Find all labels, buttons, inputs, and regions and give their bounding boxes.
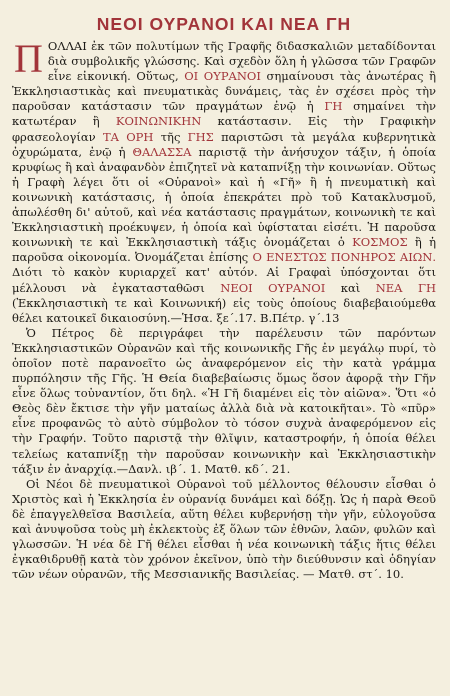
paragraph-3 <box>12 477 436 583</box>
emphasis-term: ΓΗΣ <box>187 129 214 144</box>
drop-cap: Π <box>14 36 43 81</box>
paragraph-1-text <box>12 36 437 325</box>
text-run: σημαίνει τὴν κατωτέραν ἢ <box>12 99 436 129</box>
text-run: κατάστασιν. Εἰς τὴν Γραφικὴν φρασεολογίαν <box>12 114 436 144</box>
emphasis-term: ΚΟΙΝΩΝΙΚΗΝ <box>115 114 202 129</box>
emphasis-term: Ο ΕΝΕΣΤΩΣ ΠΟΝΗΡΟΣ ΑΙΩΝ. <box>252 250 436 265</box>
paragraph-3-text <box>12 477 436 582</box>
emphasis-term: ΟΙ ΟΥΡΑΝΟΙ <box>184 69 261 84</box>
text-run: Ὁ Πέτρος δὲ περιγράφει τὴν παρέλευσιν τῶν παρόντων Ἐκκλησιαστικῶν Οὐρανῶν καὶ τῆς κοινωνικῆς Γῆς ἐν μεγάλῳ πυρί, τὸ ὁποῖον ποτὲ παρανοεῖτο ὡς ἀναφερόμενον εἰς τὴν κατὰ γράμμα πυρπόλησιν τῆς Γῆς. Ἡ Θεία διαβεβαίωσις ὅμως ὅσον ἀφορᾷ τὴν Γῆν εἶνε ὅλως τοὐναντίον, ὅτι δηλ. «Ἡ Γῆ διαμένει εἰς τὸν αἰῶνα». Ὅτι «ὁ Θεὸς δὲν ἔκτισε τὴν γῆν ματαίως ἀλλὰ διὰ νὰ κατοικῆται». Τὸ «πῦρ» εἶνε προφανῶς τὸ αὐτὸ σύμβολον τὸ τόσον συχνὰ ἀναφερόμενον εἰς τὴν Γραφήν. Τοῦτο παριστᾷ τὴν θλῖψιν, καταστροφήν, ἡ ὁποία θέλει τελείως καταπνίξῃ τὴν παροῦσαν κοινωνικὴν καὶ Ἐκκλησιαστικὴν τάξιν ἐν ἀναρχίᾳ.—Δανλ. ιβ΄. 1. Ματθ. κδ΄. 21. <box>12 325 436 476</box>
paragraph-2-text <box>12 326 436 476</box>
emphasis-term: ΝΕΑ ΓΗ <box>375 280 436 295</box>
paragraph-2 <box>12 326 436 477</box>
emphasis-term: ΘΑΛΑΣΣΑ <box>132 144 192 159</box>
text-run: (Ἐκκλησιαστικὴ τε καὶ Κοινωνική) εἰς τοὺς ὁποίους διαβεβαιούμεθα θέλει κατοικεῖ δικαιοσύνη.—Ἡσα. ξε΄.17. Β.Πέτρ. γ΄.13 <box>12 295 436 325</box>
article-body <box>12 36 437 582</box>
emphasis-term: ΚΟΣΜΟΣ <box>352 235 408 250</box>
text-run: ἢ ἡ παροῦσα οἰκονομία. Ὀνομάζεται ἐπίσης <box>12 235 437 265</box>
emphasis-term: ΓΗ <box>324 99 343 114</box>
emphasis-term: ΤΑ ΟΡΗ <box>102 129 154 144</box>
paragraph-1 <box>12 36 437 326</box>
text-run: Οἱ Νέοι δὲ πνευματικοὶ Οὐρανοὶ τοῦ μέλλοντος θέλουσιν εἶσθαι ὁ Χριστὸς καὶ ἡ Ἐκκλησία ἐν οὐρανίᾳ δυνάμει καὶ δόξῃ. Ὡς ἡ παρὰ Θεοῦ δὲ ἐπαγγελθεῖσα Βασιλεία, αὕτη θέλει κυβερνήσῃ τὴν γῆν, εὐλογοῦσα καὶ ἀνυψοῦσα τοὺς μὴ ἐκλεκτοὺς ἐξ ὅλων τῶν ἐθνῶν, λαῶν, φυλῶν καὶ γλωσσῶν. Ἡ νέα δὲ Γῆ θέλει εἶσθαι ἡ νέα κοινωνικὴ τάξις ἥτις θέλει ἐγκαθιδρυθῇ κατὰ τὸν χρόνον ἐκεῖνον, ὑπὸ τὴν διεύθυνσιν καὶ ὁδηγίαν τῶν νέων οὐρανῶν, τῆς Μεσσιανικῆς Βασιλείας. — Ματθ. στ΄. 10. <box>12 476 436 582</box>
text-run: Διότι τὸ κακὸν κυριαρχεῖ κατ' αὐτόν. Αἱ Γραφαὶ ὑπόσχονται ὅτι μέλλουσι νὰ ἐγκατασταθῶσι <box>12 265 436 295</box>
text-run: καὶ <box>325 280 376 295</box>
emphasis-term: ΝΕΟΙ ΟΥΡΑΝΟΙ <box>220 280 326 295</box>
text-run: ΟΛΛΑΙ ἐκ τῶν πολυτίμων τῆς Γραφῆς διδασκαλιῶν μεταδίδονται διὰ συμβολικῆς γλώσσης. Καὶ σχεδὸν ὅλη ἡ γλῶσσα τῶν Γραφῶν εἶνε εἰκονική. Οὕτως, <box>47 39 436 84</box>
text-run: παριστᾷ τὴν ἀνήσυχον τάξιν, ἡ ὁποία κρυφίως ἢ καὶ ἀναφανδὸν ἐπιζητεῖ νὰ καταπνίξῃ τὴν κοινωνίαν. Οὕτως ἡ Γραφὴ λέγει ὅτι οἱ «Οὐρανοὶ» καὶ ἡ «Γῆ» ἢ ἡ πνευματικὴ καὶ κοινωνικὴ κατάστασις, ἡ ὁποία ἐπεκράτει πρὸ τοῦ Κατακλυσμοῦ, ἀπωλέσθη δι' αὐτοῦ, καὶ νέα κατάστασις πραγμάτων, κοινωνικὴ τε καὶ Ἐκκλησιαστικὴ προέκυψεν, ἡ ὁποία καὶ ὑφίσταται εἰσέτι. Ἡ παροῦσα κοινωνικὴ τε καὶ Ἐκκλησιαστικὴ τάξις ὀνομάζεται ὁ <box>12 144 436 250</box>
text-run: παριστῶσι τὰ μεγάλα κυβερνητικὰ ὀχυρώματα, ἐνῷ ἡ <box>12 129 436 159</box>
page-title: ΝΕΟΙ ΟΥΡΑΝΟΙ ΚΑΙ ΝΕΑ ΓΗ <box>96 14 352 34</box>
text-run: σημαίνουσι τὰς ἀνωτέρας ἢ Ἐκκλησιαστικὰς καὶ πνευματικὰς δυνάμεις, τὰς ἐν σχέσει πρὸς τὴν παροῦσαν κατάστασιν τῶν πραγμάτων ἐνῷ ἡ <box>12 69 436 114</box>
text-run: τῆς <box>153 129 188 144</box>
